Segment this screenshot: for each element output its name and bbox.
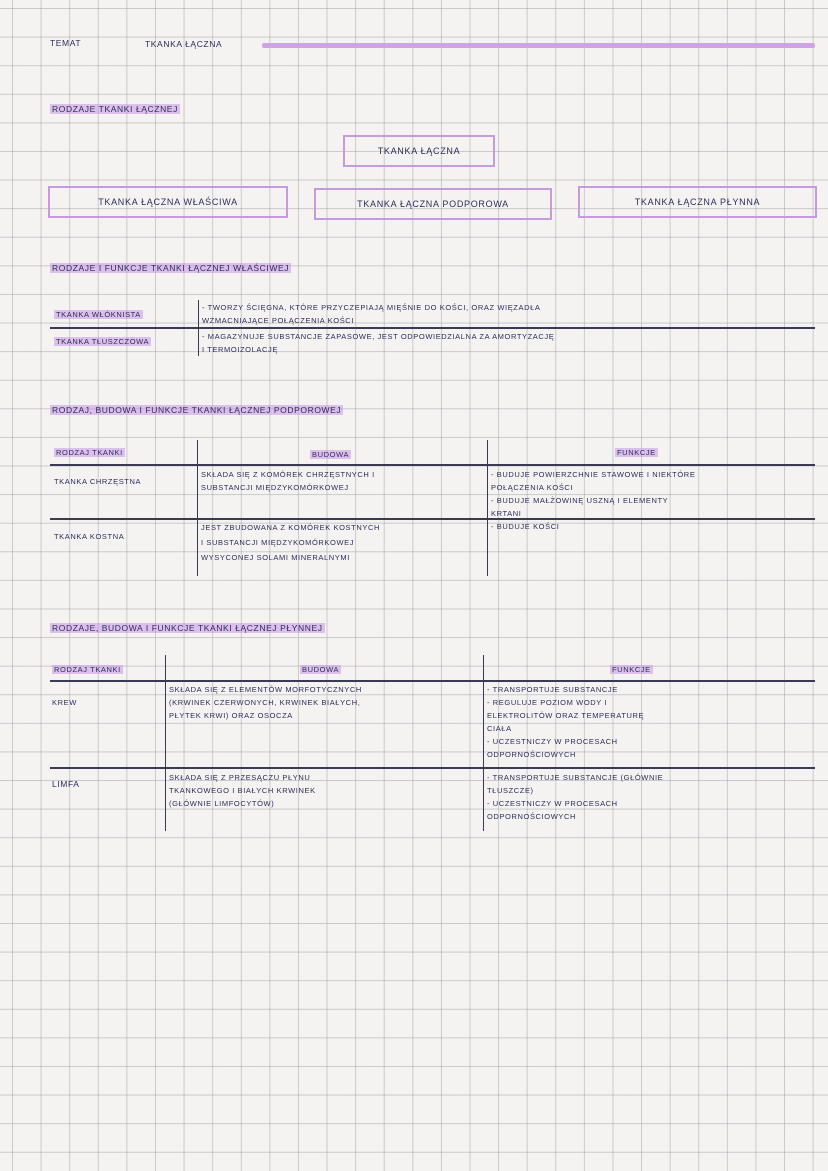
- table-header: RODZAJ TKANKI: [56, 448, 123, 457]
- table-cell: - BUDUJE POWIERZCHNIE STAWOWE I NIEKTÓRE POŁĄCZENIA KOŚCI - BUDUJE MAŁŻOWINĘ USZNĄ I ELEMENTY KRTANI: [491, 470, 696, 518]
- table-row-name: TKANKA KOSTNA: [54, 532, 125, 541]
- table-row-name: KREW: [52, 698, 77, 707]
- topic-underline: [262, 43, 815, 48]
- table-header: BUDOWA: [312, 450, 350, 459]
- table-row-name: TKANKA CHRZĘSTNA: [54, 477, 142, 486]
- table-header: FUNKCJE: [612, 665, 651, 674]
- diagram-child-box: TKANKA ŁĄCZNA PODPOROWA: [314, 188, 552, 220]
- diagram-root-box: TKANKA ŁĄCZNA: [343, 135, 495, 167]
- topic-title: TKANKA ŁĄCZNA: [145, 39, 223, 49]
- table-row-name: TKANKA TŁUSZCZOWA: [56, 337, 150, 346]
- table-header: FUNKCJE: [617, 448, 656, 457]
- table-cell: - TRANSPORTUJE SUBSTANCJE (GŁÓWNIE TŁUSZCZE) - UCZESTNICZY W PROCESACH ODPORNOŚCIOWYCH: [487, 773, 664, 821]
- table-cell: - TRANSPORTUJE SUBSTANCJE - REGULUJE POZIOM WODY I ELEKTROLITÓW ORAZ TEMPERATURĘ CIAŁA - UCZESTNICZY W PROCESACH ODPORNOŚCIOWYCH: [487, 685, 645, 759]
- table-header: RODZAJ TKANKI: [54, 665, 121, 674]
- table-cell: - MAGAZYNUJE SUBSTANCJE ZAPASOWE, JEST ODPOWIEDZIALNA ZA AMORTYZACJĘ I TERMOIZOLACJĘ: [202, 332, 555, 354]
- table-row-name: TKANKA WŁÓKNISTA: [56, 310, 141, 319]
- diagram-child-box: TKANKA ŁĄCZNA PŁYNNA: [578, 186, 817, 218]
- table-header: BUDOWA: [302, 665, 340, 674]
- section-title: RODZAJ, BUDOWA I FUNKCJE TKANKI ŁĄCZNEJ PODPOROWEJ: [52, 405, 342, 415]
- section-title: RODZAJE, BUDOWA I FUNKCJE TKANKI ŁĄCZNEJ PŁYNNEJ: [52, 623, 323, 633]
- diagram-child-box: TKANKA ŁĄCZNA WŁAŚCIWA: [48, 186, 288, 218]
- topic-label: TEMAT: [50, 38, 82, 48]
- table-cell: JEST ZBUDOWANA Z KOMÓREK KOSTNYCH I SUBSTANCJI MIĘDZYKOMÓRKOWEJ WYSYCONEJ SOLAMI MINERALNYMI: [201, 523, 380, 562]
- table-cell: SKŁADA SIĘ Z KOMÓREK CHRZĘSTNYCH I SUBSTANCJI MIĘDZYKOMÓRKOWEJ: [201, 470, 375, 492]
- table-row-name: LIMFA: [52, 779, 80, 789]
- section-title: RODZAJE TKANKI ŁĄCZNEJ: [52, 104, 178, 114]
- table-cell: - BUDUJE KOŚCI: [491, 522, 560, 531]
- table-cell: - TWORZY ŚCIĘGNA, KTÓRE PRZYCZEPIAJĄ MIĘŚNIE DO KOŚCI, ORAZ WIĘZADŁA WZMACNIAJĄCE POŁĄCZENIA KOŚCI: [202, 303, 541, 325]
- section-title: RODZAJE I FUNKCJE TKANKI ŁĄCZNEJ WŁAŚCIWEJ: [52, 263, 290, 273]
- table-cell: SKŁADA SIĘ Z PRZESĄCZU PŁYNU TKANKOWEGO I BIAŁYCH KRWINEK (GŁÓWNIE LIMFOCYTÓW): [169, 773, 316, 808]
- table-cell: SKŁADA SIĘ Z ELEMENTÓW MORFOTYCZNYCH (KRWINEK CZERWONYCH, KRWINEK BIAŁYCH, PŁYTEK KRWI) ORAZ OSOCZA: [169, 685, 362, 720]
